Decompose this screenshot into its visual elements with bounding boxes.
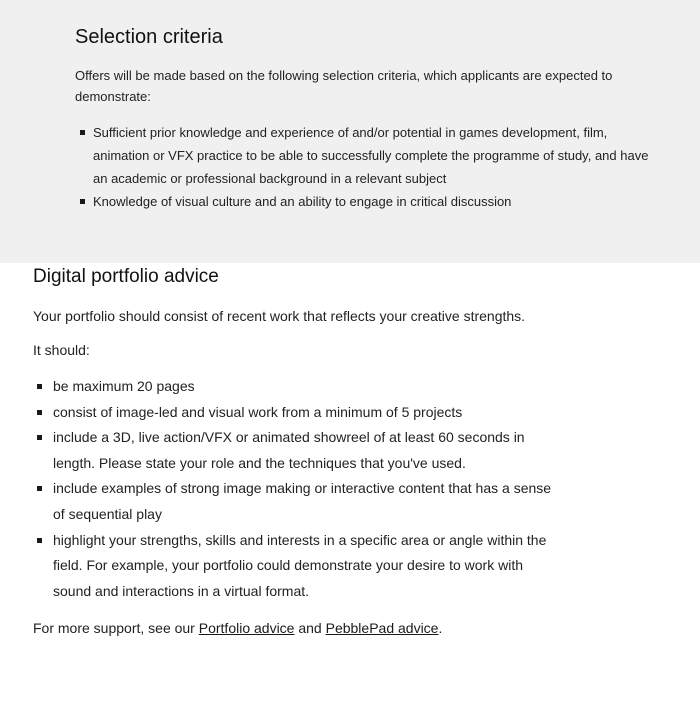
portfolio-requirement-item: highlight your strengths, skills and interests in a specific area or angle within the field. For example, your portfolio could demonstrate your desire to work with sound and interactions in a virtual format. [33,528,553,605]
support-text [33,618,553,639]
portfolio-advice-heading: Digital portfolio advice [33,266,219,287]
portfolio-requirement-item: include a 3D, live action/VFX or animated showreel of at least 60 seconds in length. Please state your role and the techniques that you've used. [33,425,553,476]
selection-criteria-heading: Selection criteria [75,26,223,48]
portfolio-requirement-item: be maximum 20 pages [33,374,553,400]
portfolio-advice-section [33,265,553,639]
selection-criteria-item: Knowledge of visual culture and an ability to engage in critical discussion [75,190,665,213]
selection-criteria-item: Sufficient prior knowledge and experience of and/or potential in games development, film, animation or VFX practice to be able to successfully complete the programme of study, and have an academic or professional background in a relevant subject [75,121,665,190]
portfolio-advice-link[interactable]: Portfolio advice [198,620,295,637]
portfolio-requirement-item: include examples of strong image making or interactive content that has a sense of sequential play [33,476,553,527]
portfolio-requirements-list [33,374,553,604]
support-prefix: For more support, see our [33,620,199,637]
portfolio-should-label: It should: [33,342,90,358]
selection-criteria-list [75,121,665,213]
pebblepad-advice-link[interactable]: PebblePad advice [325,620,439,637]
portfolio-requirement-item: consist of image-led and visual work from a minimum of 5 projects [33,400,553,426]
selection-criteria-content [75,24,665,213]
selection-criteria-panel [0,0,700,263]
portfolio-advice-intro: Your portfolio should consist of recent work that reflects your creative strengths. [33,308,526,324]
selection-criteria-intro: Offers will be made based on the following selection criteria, which applicants are expected to demonstrate: [75,68,613,104]
support-suffix: . [438,620,443,637]
support-middle: and [294,620,326,637]
